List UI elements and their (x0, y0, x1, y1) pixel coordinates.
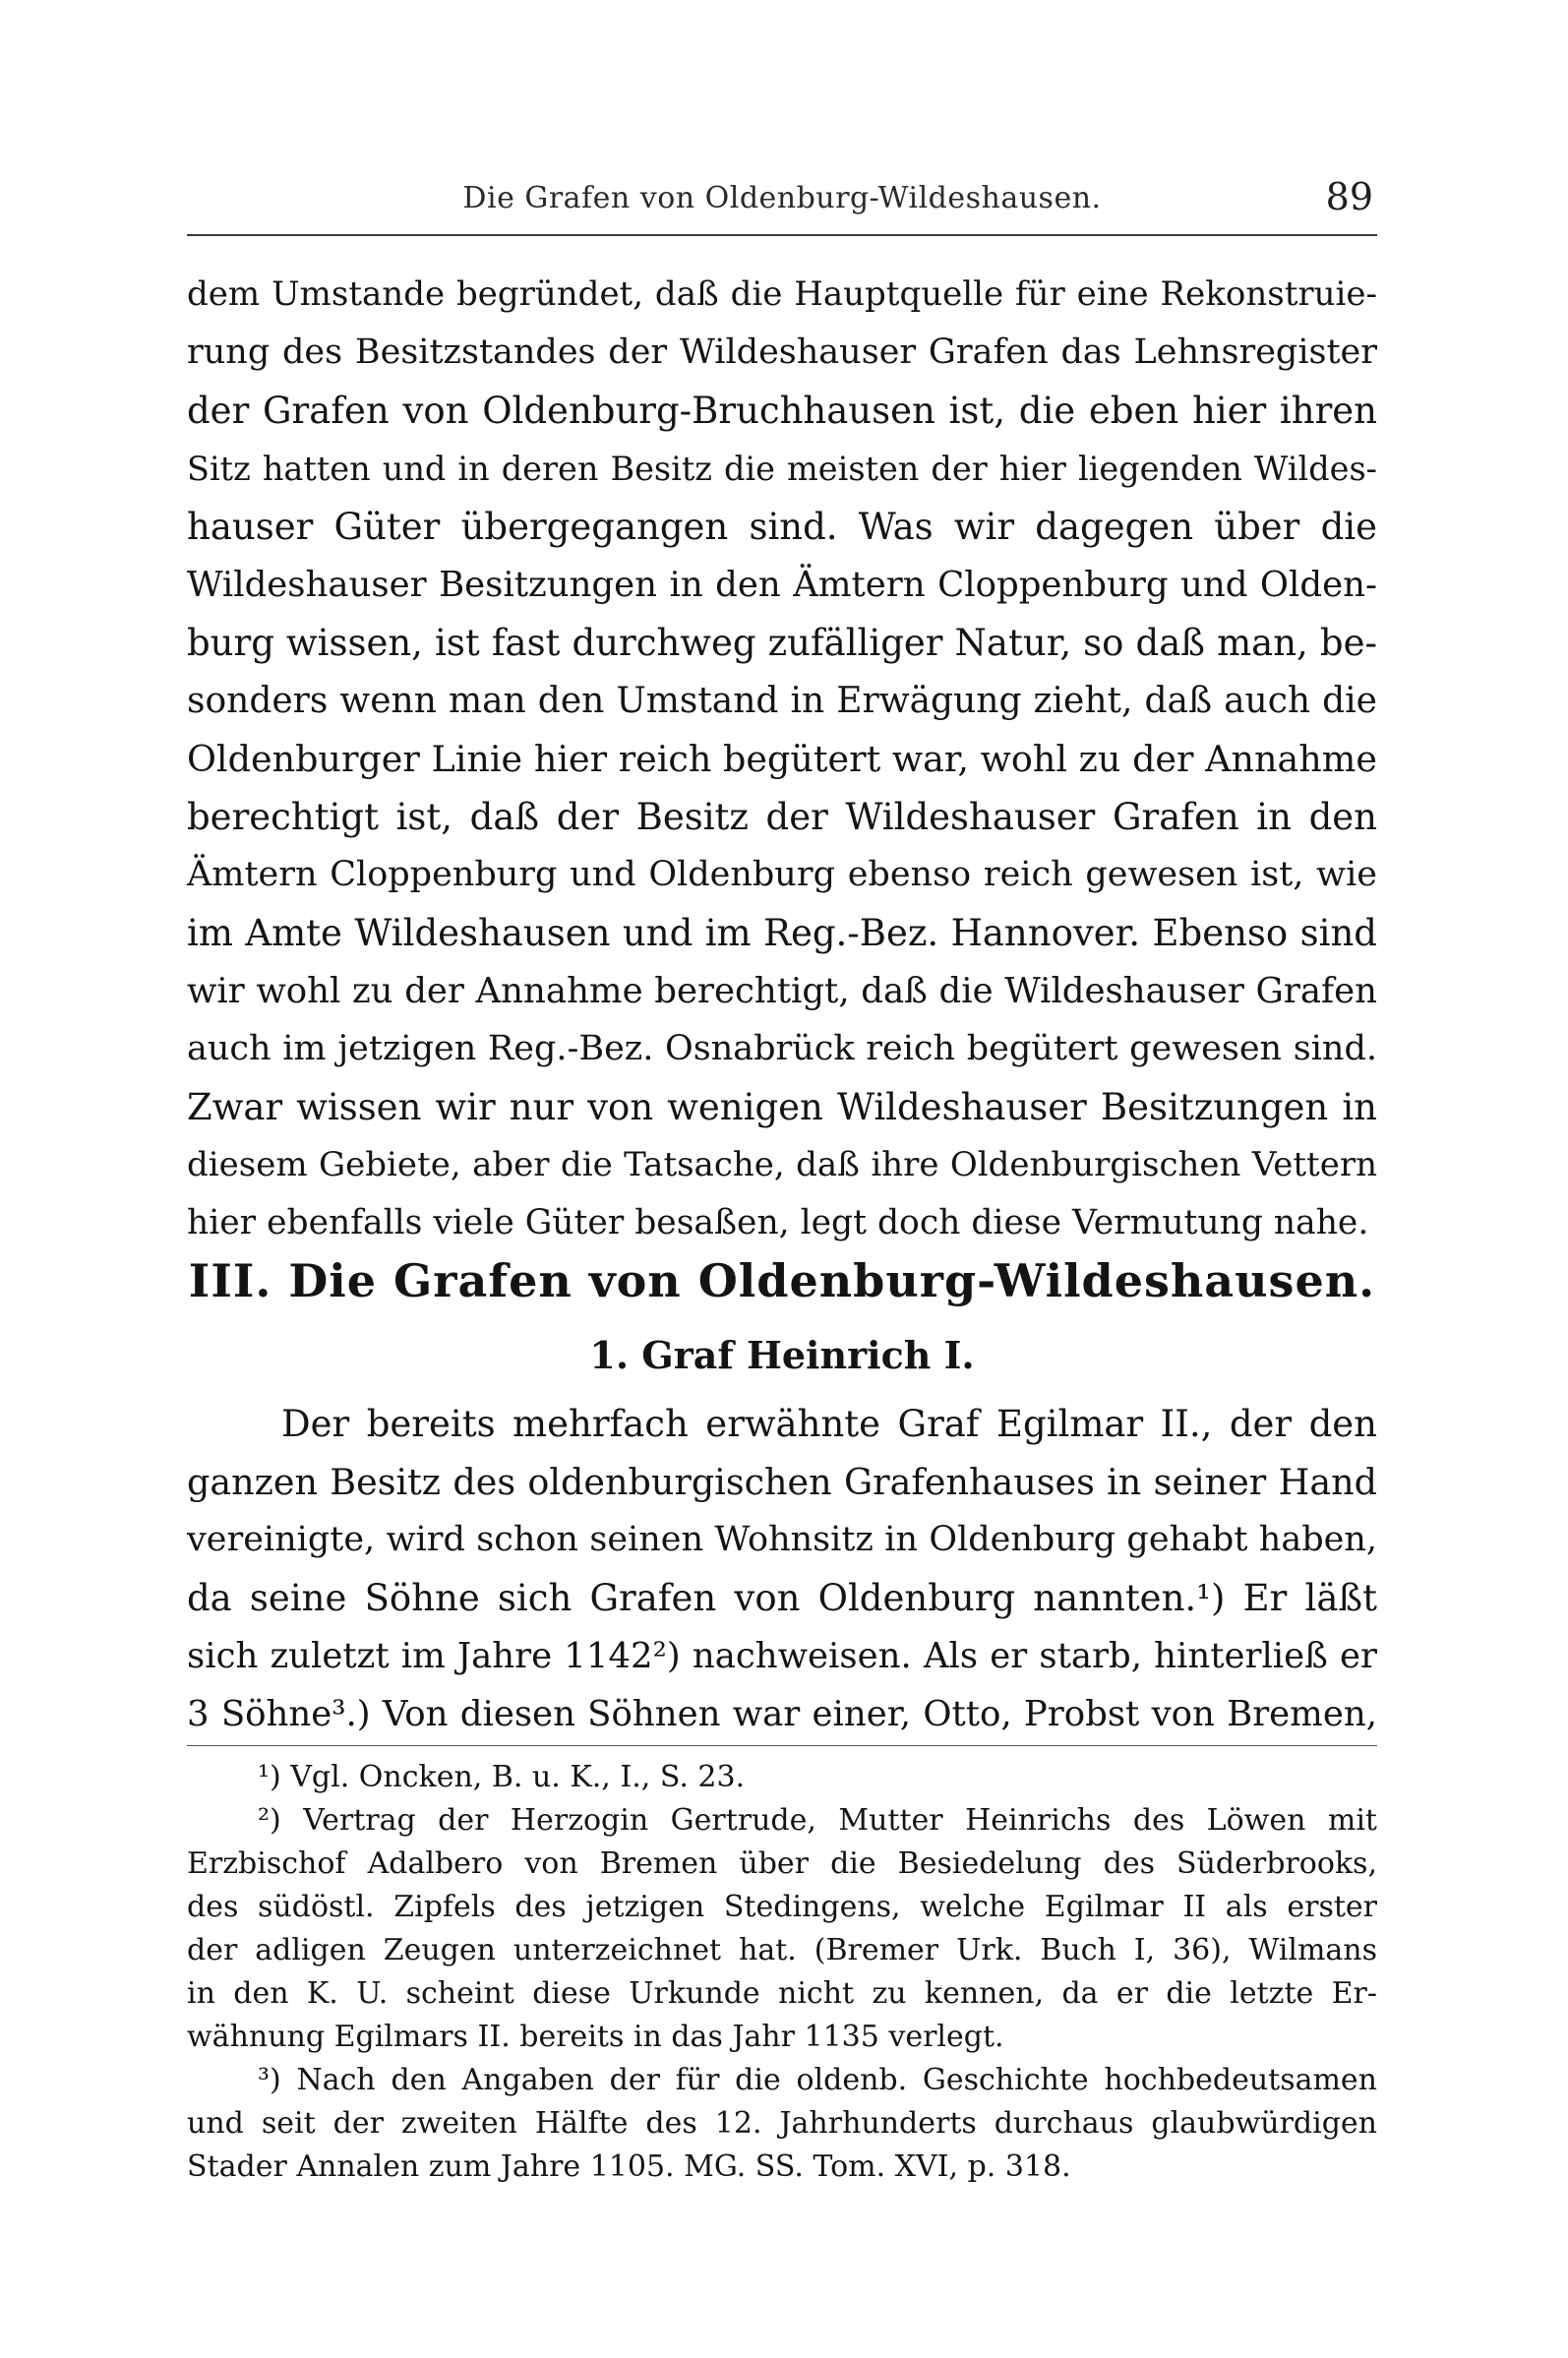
text-line: Wildeshauser Besitzungen in den Ämtern Cloppenburg und Olden- (187, 565, 1377, 605)
text-line: hauser Güter übergegangen sind. Was wir dagegen über die (187, 506, 1377, 548)
text-line: hier ebenfalls viele Güter besaßen, legt doch diese Vermutung nahe. (187, 1203, 1369, 1242)
text-line: berechtigt ist, daß der Besitz der Wildeshauser Grafen in den (187, 796, 1377, 838)
text-line: Sitz hatten und in deren Besitz die meisten der hier liegenden Wildes- (187, 450, 1377, 488)
footnote-1: ¹) Vgl. Oncken, B. u. K., I., S. 23. (258, 1760, 746, 1794)
text-line: der Grafen von Oldenburg-Bruchhausen ist, die eben hier ihren (187, 390, 1377, 432)
footnote-divider (187, 1745, 1377, 1746)
footnote-2-line: des südöstl. Zipfels des jetzigen Stedingens, welche Egilmar II als erster (187, 1890, 1377, 1924)
footnote-2-line: der adligen Zeugen unterzeichnet hat. (Bremer Urk. Buch I, 36), Wilmans (187, 1933, 1377, 1967)
text-line: burg wissen, ist fast durchweg zufälliger Natur, so daß man, be- (187, 622, 1377, 664)
text-line: Ämtern Cloppenburg und Oldenburg ebenso reich gewesen ist, wie (187, 855, 1377, 894)
footnote-2-line: ²) Vertrag der Herzogin Gertrude, Mutter Heinrichs des Löwen mit (258, 1803, 1377, 1838)
subsection-heading: 1. Graf Heinrich I. (589, 1333, 975, 1377)
text-line: auch im jetzigen Reg.-Bez. Osnabrück reich begütert gewesen sind. (187, 1029, 1377, 1068)
text-line: im Amte Wildeshausen und im Reg.-Bez. Hannover. Ebenso sind (187, 912, 1377, 954)
paragraph-continued (187, 266, 1377, 1252)
footnote-3-line: ³) Nach den Angaben der für die oldenb. Geschichte hochbedeutsamen (258, 2063, 1377, 2097)
text-line: Oldenburger Linie hier reich begütert war, wohl zu der Annahme (187, 738, 1377, 780)
running-title: Die Grafen von Oldenburg-Wildeshausen. (462, 181, 1102, 215)
footnote-3-line: Stader Annalen zum Jahre 1105. MG. SS. Tom. XVI, p. 318. (187, 2149, 1071, 2184)
footnote-2-line: Erzbischof Adalbero von Bremen über die Besiedelung des Süderbrooks, (187, 1846, 1377, 1881)
footnote-2-line: in den K. U. scheint diese Urkunde nicht zu kennen, da er die letzte Er- (187, 1976, 1377, 2011)
text-line: wir wohl zu der Annahme berechtigt, daß die Wildeshauser Grafen (187, 971, 1377, 1011)
text-line: Zwar wissen wir nur von wenigen Wildeshauser Besitzungen in (187, 1086, 1377, 1128)
footnote-3-line: und seit der zweiten Hälfte des 12. Jahrhunderts durchaus glaubwürdigen (187, 2106, 1377, 2141)
text-line: dem Umstande begründet, daß die Hauptquelle für eine Rekonstruie- (187, 274, 1377, 314)
text-line: sonders wenn man den Umstand in Erwägung zieht, daß auch die (187, 681, 1377, 721)
text-line: ganzen Besitz des oldenburgischen Grafenhauses in seiner Hand (187, 1461, 1377, 1503)
text-line: Der bereits mehrfach erwähnte Graf Egilmar II., der den (281, 1403, 1377, 1445)
text-line: 3 Söhne³.) Von diesen Söhnen war einer, Otto, Probst von Bremen, (187, 1694, 1377, 1734)
section-heading: III. Die Grafen von Oldenburg-Wildeshausen. (188, 1254, 1376, 1307)
text-line: rung des Besitzstandes der Wildeshauser Grafen das Lehnsregister (187, 333, 1377, 372)
text-line: sich zuletzt im Jahre 1142²) nachweisen. Als er starb, hinterließ er (187, 1636, 1377, 1676)
page-number: 89 (1325, 175, 1373, 218)
text-line: vereinigte, wird schon seinen Wohnsitz in Oldenburg gehabt haben, (187, 1520, 1377, 1559)
footnote-2-line: wähnung Egilmars II. bereits in das Jahr 1135 verlegt. (187, 2020, 1004, 2054)
text-line: diesem Gebiete, aber die Tatsache, daß ihre Oldenburgischen Vettern (187, 1145, 1377, 1184)
running-header (187, 175, 1377, 236)
text-line: da seine Söhne sich Grafen von Oldenburg nannten.¹) Er läßt (187, 1577, 1377, 1619)
paragraph-graf-heinrich (187, 1395, 1377, 1743)
footnotes (187, 1756, 1377, 2189)
